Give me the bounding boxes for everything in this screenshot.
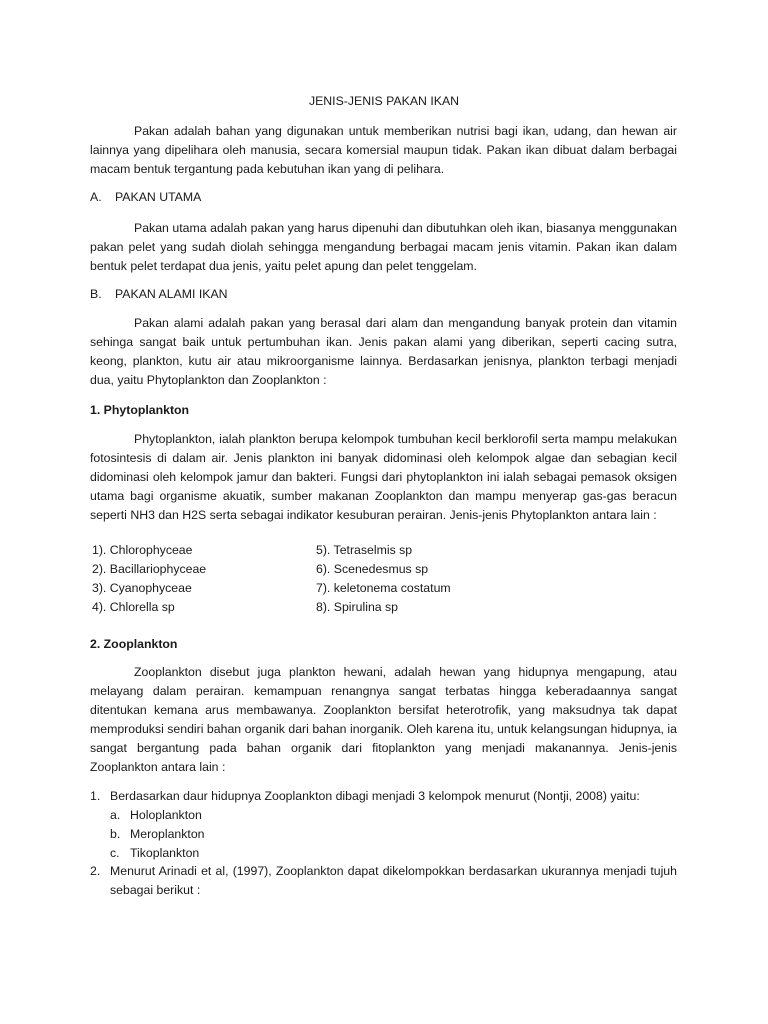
zoo-sub-item: Holoplankton: [130, 808, 202, 822]
phyto-list-item: 5). Tetraselmis sp: [316, 543, 413, 557]
zoo-sub-marker: c.: [110, 846, 120, 860]
zoo-sub-item: Meroplankton: [130, 827, 205, 841]
intro-paragraph: [90, 122, 677, 179]
phyto-list-item: 3). Cyanophyceae: [92, 581, 192, 595]
section-a-heading: PAKAN UTAMA: [115, 190, 202, 204]
zooplankton-heading: 2. Zooplankton: [90, 637, 178, 651]
zooplankton-text: Zooplankton disebut juga plankton hewani, adalah hewan yang hidupnya mengapung, atau melayang dalam perairan. kemampuan renangnya sangat terbatas hingga keberadaannya sangat ditentukan kemana arus membawanya. Zooplankton bersifat heterotrofik, yang maksudnya tak dapat memproduksi sendiri bahan organik dari bahan inorganik. Oleh karena itu, untuk kelangsungan hidupnya, ia sangat bergantung pada bahan organik dari fitoplankton yang menjadi makanannya. Jenis-jenis Zooplankton antara lain :: [90, 665, 677, 774]
zoo-sub-marker: a.: [110, 808, 121, 822]
zoo-sub-item: Tikoplankton: [130, 846, 200, 860]
section-a-marker: A.: [90, 190, 102, 204]
zoo-item-2-text: Menurut Arinadi et al, (1997), Zooplankton dapat dikelompokkan berdasarkan ukurannya menjadi tujuh sebagai berikut :: [110, 864, 677, 897]
phyto-list-item: 2). Bacillariophyceae: [92, 562, 207, 576]
section-b-paragraph: [90, 314, 677, 390]
section-b-heading: PAKAN ALAMI IKAN: [115, 287, 228, 301]
phyto-list-item: 1). Chlorophyceae: [92, 543, 193, 557]
section-b-text: Pakan alami adalah pakan yang berasal dari alam dan mengandung banyak protein dan vitamin sehinga sangat baik untuk pertumbuhan ikan. Jenis pakan alami yang diberikan, seperti cacing sutra, keong, plankton, kutu air atau mikroorganisme lainnya. Berdasarkan jenisnya, plankton terbagi menjadi dua, yaitu Phytoplankton dan Zooplankton :: [90, 316, 677, 387]
document-title: JENIS-JENIS PAKAN IKAN: [308, 94, 460, 108]
section-a-paragraph: [90, 219, 677, 276]
phyto-list-item: 7). keletonema costatum: [316, 581, 451, 595]
phytoplankton-paragraph: [90, 430, 677, 525]
zoo-sub-marker: b.: [110, 827, 121, 841]
zooplankton-paragraph: [90, 663, 677, 777]
phyto-list-item: 8). Spirulina sp: [316, 600, 399, 614]
section-a-text: Pakan utama adalah pakan yang harus dipenuhi dan dibutuhkan oleh ikan, biasanya menggunakan pakan pelet yang sudah diolah sehingga mengandung berbagai macam jenis vitamin. Pakan ikan dalam bentuk pelet terdapat dua jenis, yaitu pelet apung dan pelet tenggelam.: [90, 221, 677, 273]
phytoplankton-text: Phytoplankton, ialah plankton berupa kelompok tumbuhan kecil berklorofil serta mampu melakukan fotosintesis di dalam air. Jenis plankton ini banyak didominasi oleh kelompok algae dan sebagian kecil didominasi oleh kelompok jamur dan bakteri. Fungsi dari phytoplankton ini ialah sebagai pemasok oksigen utama bagi organisme akuatik, sumber makanan Zooplankton dan mampu menyerap gas-gas beracun seperti NH3 dan H2S serta sebagai indikator kesuburan perairan. Jenis-jenis Phytoplankton antara lain :: [90, 432, 677, 522]
section-b-marker: B.: [90, 287, 102, 301]
phyto-list-item: 6). Scenedesmus sp: [316, 562, 429, 576]
zoo-item-1-text: Berdasarkan daur hidupnya Zooplankton dibagi menjadi 3 kelompok menurut (Nontji, 2008) yaitu:: [110, 789, 640, 803]
zoo-item-2-marker: 2.: [90, 864, 101, 878]
intro-text: Pakan adalah bahan yang digunakan untuk memberikan nutrisi bagi ikan, udang, dan hewan air lainnya yang dipelihara oleh manusia, secara komersial maupun tidak. Pakan ikan dibuat dalam berbagai macam bentuk tergantung pada kebutuhan ikan yang di pelihara.: [90, 124, 677, 176]
phytoplankton-heading: 1. Phytoplankton: [90, 403, 190, 417]
zoo-item-1-marker: 1.: [90, 789, 101, 803]
phyto-list-item: 4). Chlorella sp: [92, 600, 175, 614]
